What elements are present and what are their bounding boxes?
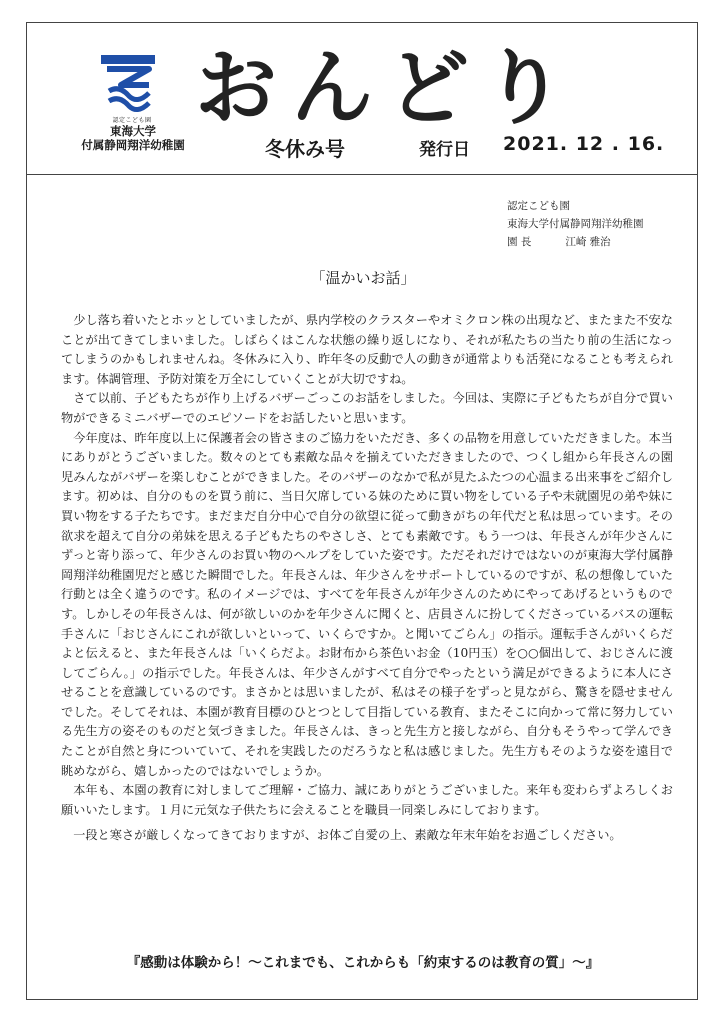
sender-line2: 東海大学付属静岡翔洋幼稚園 [507, 218, 644, 230]
issue-date-label: 発行日 [419, 140, 470, 160]
logo-name-line1: 東海大学 [110, 124, 156, 138]
paragraph: 少し落ち着いたとホッとしていましたが、県内学校のクラスターやオミクロン株の出現など、またまた不安なことが出てきてしまいました。しばらくはこんな状態の繰り返しになり、それが私たちの当たり前の生活になってしまうのかもしれませんね。冬休みに入り、昨年冬の反動で人の動きが通常よりも活発になることも考えられます。体調管理、予防対策を万全にしていくことが大切ですね。 [61, 313, 673, 386]
logo-name-line2: 付属静岡翔洋幼稚園 [81, 138, 185, 152]
newsletter-frame [26, 22, 698, 1000]
wave-emblem-icon [101, 55, 155, 113]
sender-name: 江崎 雅治 [565, 236, 611, 248]
school-logo-name [75, 124, 191, 152]
sender-block [507, 197, 644, 251]
logo-subtitle: 認定こども園 [112, 117, 152, 124]
article-heading: 「温かいお話」 [310, 269, 416, 287]
issue-date: 2021. 12 . 16. [503, 133, 665, 155]
closing-paragraph: 一段と寒さが厳しくなってきておりますが、お体ご自愛の上、素敵な年末年始をお過ごしください。 [73, 828, 622, 843]
paragraph: 本年も、本園の教育に対しましてご理解・ご協力、誠にありがとうございました。来年も変わらずよろしくお願いいたします。１月に元気な子供たちに会えることを職員一同楽しみにしております。 [61, 783, 673, 817]
article-body [61, 311, 673, 846]
paragraph: さて以前、子どもたちが作り上げるバザーごっこのお話をしました。今回は、実際に子どもたちが自分で買い物ができるミニバザーでのエピソードをお話したいと思います。 [61, 391, 673, 425]
issue-label: 冬休み号 [265, 137, 345, 161]
sender-signature [507, 233, 644, 251]
slogan: 『感動は体験から！～これまでも、これからも「約束するのは教育の質」～』 [126, 955, 600, 971]
masthead [27, 23, 697, 175]
sender-line1: 認定こども園 [507, 200, 570, 212]
sender-role: 園 長 [507, 236, 532, 248]
newsletter-title: おんどり [195, 41, 580, 136]
paragraph: 今年度は、昨年度以上に保護者会の皆さまのご協力をいただき、多くの品物を用意していただきました。本当にありがとうございました。数々のとても素敵な品々を揃えていただきましたので、つくし組から年長さんの園児みんながバザーを楽しむことができました。そのバザーのなかで私が見たふたつの心温まる出来事をご紹介します。初めは、自分のものを買う前に、当日欠席している妹のために買い物をしている子や未就園児の弟や妹に買い物をする子たちです。まだまだ自分中心で自分の欲望に従って動きがちの年代だと私は思っています。その欲求を超えて自分の弟妹を思える子どもたちのやさしさ、とても素敵です。もう一つは、年長さんが年少さんにずっと寄り添って、年少さんのお買い物のヘルプをしていた姿です。ただそれだけではないのが東海大学付属静岡翔洋幼稚園児だと感じた瞬間でした。年長さんは、年少さんをサポートしているのですが、私の想像していた行動とは全く違うのです。私のイメージでは、すべてを年長さんが年少さんのためにやってあげるというものです。しかしその年長さんは、何が欲しいのかを年少さんに聞くと、店員さんに扮してくださっているバスの運転手さんに「おじさんにこれが欲しいといって、いくらですか。と聞いてごらん」の指示。運転手さんがいくらだよと伝えると、また年長さんは「いくらだよ。お財布から茶色いお金（10円玉）を○○個出して、おじさんに渡してごらん。」の指示でした。年長さんは、年少さんがすべて自分でやったという満足ができるように本人にさせることを意識しているのです。まさかとは思いましたが、私はその様子をずっと見ながら、驚きを隠せませんでした。そしてそれは、本園が教育目標のひとつとして目指している教育、またそこに向かって常に努力している先生方の姿そのものだと気づきました。年長さんは、きっと先生方と接しながら、自分もそうやって学んできたことが自然と身についていて、それを実践したのだろうなと私は感じました。先生方もそのような姿を遠目で眺めながら、嬉しかったのではないでしょうか。 [61, 430, 673, 778]
